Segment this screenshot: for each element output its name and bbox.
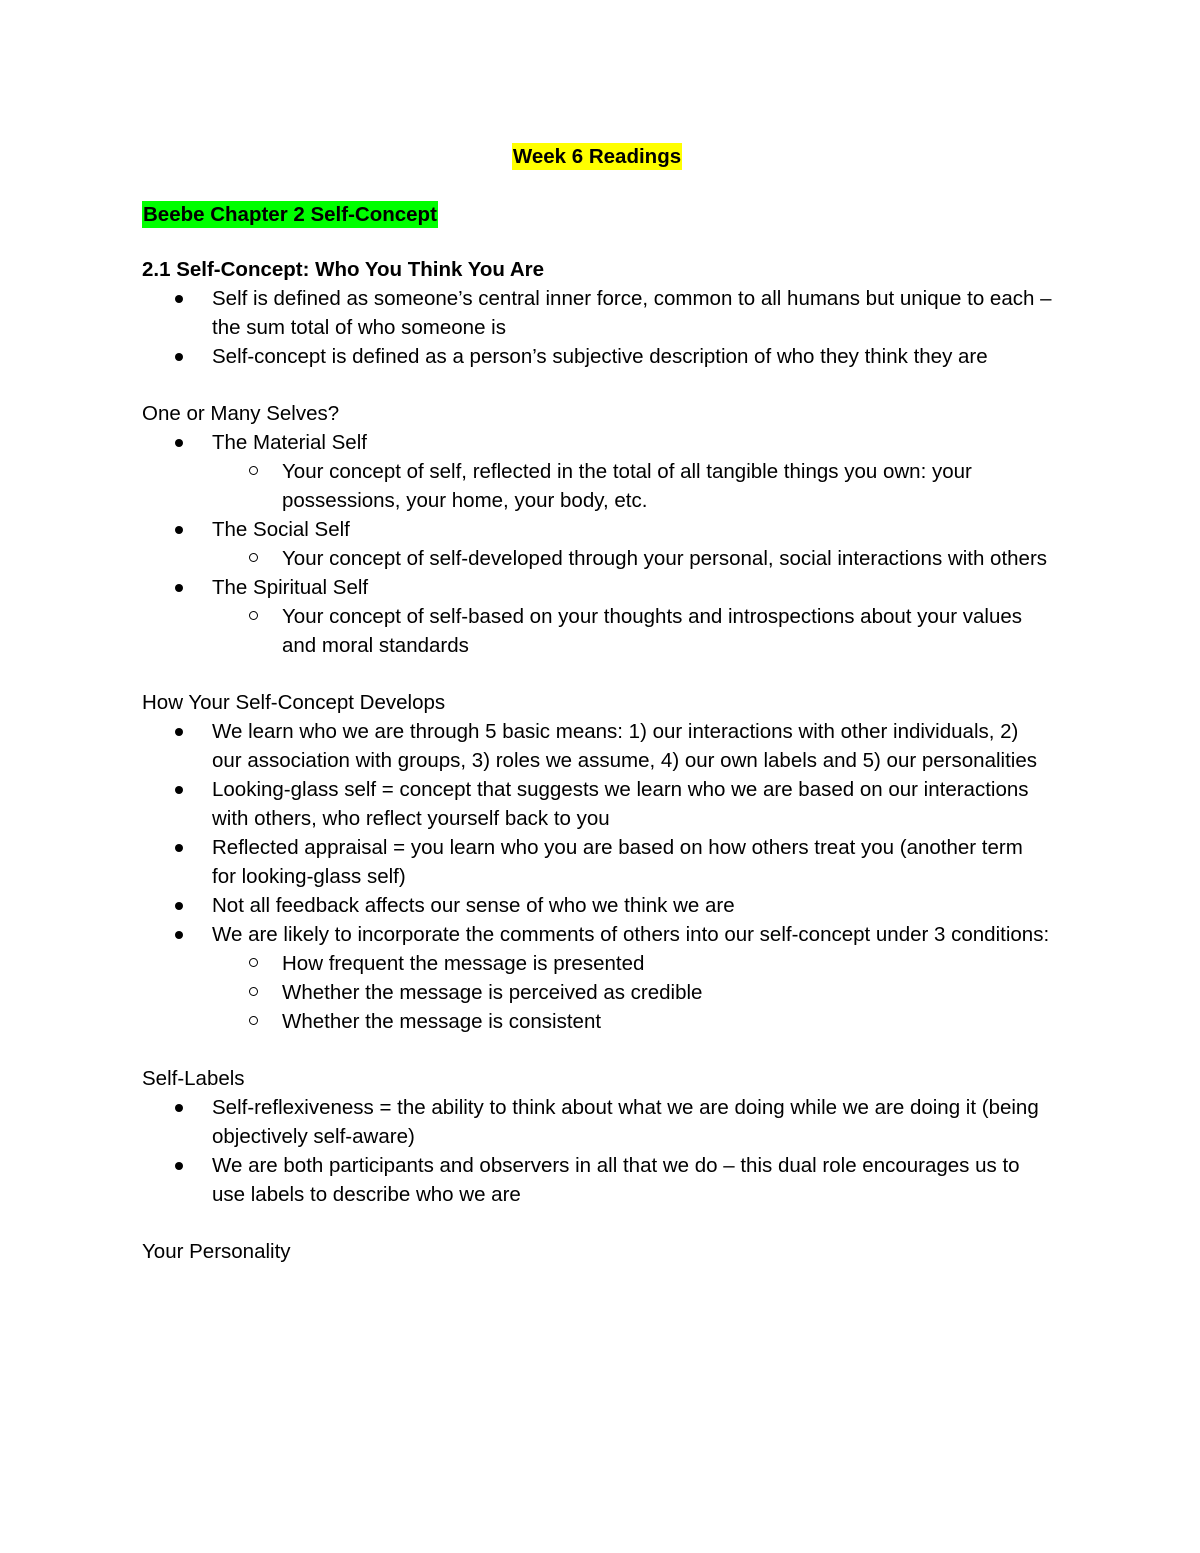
list-item [142, 1093, 1052, 1151]
bullet-icon [175, 295, 183, 303]
sub-list-item [142, 544, 1052, 573]
document-page [142, 140, 1052, 1266]
list-item [142, 833, 1052, 891]
title-row [142, 140, 1052, 174]
bullet-icon [175, 786, 183, 794]
list-item [142, 920, 1052, 1036]
list-item-text: Not all feedback affects our sense of who we think we are [212, 894, 735, 917]
section-heading-develops: How Your Self-Concept Develops [142, 691, 446, 714]
bullet-icon [175, 439, 183, 447]
list-item [142, 515, 1052, 573]
sub-list [212, 544, 1052, 573]
hollow-bullet-icon [249, 958, 258, 967]
list-item [142, 717, 1052, 775]
bullet-icon [175, 526, 183, 534]
hollow-bullet-icon [249, 1016, 258, 1025]
sub-list-item-text: How frequent the message is presented [282, 952, 645, 975]
sub-list-item-text: Whether the message is perceived as credible [282, 981, 703, 1004]
bullet-icon [175, 584, 183, 592]
bullet-icon [175, 931, 183, 939]
sub-list-item-text: Your concept of self-developed through your personal, social interactions with others [282, 547, 1048, 570]
sub-list-item-text: Your concept of self, reflected in the total of all tangible things you own: your possessions, your home, your body, etc. [282, 460, 972, 512]
list-item [142, 573, 1052, 660]
list-item-text: Self is defined as someone’s central inner force, common to all humans but unique to each – the sum total of who someone is [212, 287, 1052, 339]
sub-list-item-text: Your concept of self-based on your thoughts and introspections about your values and moral standards [282, 605, 1023, 657]
list-item-text: The Spiritual Self [212, 576, 369, 599]
list-item-text: The Social Self [212, 518, 350, 541]
list-item-text: We are both participants and observers in all that we do – this dual role encourages us to use labels to describe who we are [212, 1154, 1020, 1206]
list-item-text: Looking-glass self = concept that suggests we learn who we are based on our interactions with others, who reflect yourself back to you [212, 778, 1029, 830]
list-item [142, 1151, 1052, 1209]
sub-list-item [142, 949, 1052, 978]
bullet-list [142, 1093, 1052, 1209]
bullet-list [142, 284, 1052, 371]
chapter-heading: Beebe Chapter 2 Self-Concept [143, 203, 437, 226]
bullet-list [142, 717, 1052, 1036]
bullet-icon [175, 844, 183, 852]
section-heading-personality: Your Personality [142, 1240, 291, 1263]
bullet-icon [175, 353, 183, 361]
sub-list [212, 949, 1052, 1036]
bullet-icon [175, 1104, 183, 1112]
list-item-text: Reflected appraisal = you learn who you are based on how others treat you (another term for looking-glass self) [212, 836, 1023, 888]
list-item [142, 284, 1052, 342]
sub-list-item [142, 457, 1052, 515]
list-item-text: We learn who we are through 5 basic means: 1) our interactions with other individuals, 2) our association with groups, 3) roles we assume, 4) our own labels and 5) our personalities [212, 720, 1037, 772]
section-heading-many-selves: One or Many Selves? [142, 402, 340, 425]
chapter-row [142, 198, 1052, 232]
list-item [142, 342, 1052, 371]
bullet-icon [175, 902, 183, 910]
list-item [142, 891, 1052, 920]
sub-list-item-text: Whether the message is consistent [282, 1010, 602, 1033]
list-item [142, 428, 1052, 515]
hollow-bullet-icon [249, 553, 258, 562]
list-item [142, 775, 1052, 833]
sub-list [212, 457, 1052, 515]
page-title: Week 6 Readings [512, 145, 682, 168]
hollow-bullet-icon [249, 466, 258, 475]
list-item-text: The Material Self [212, 431, 367, 454]
sub-list-item [142, 602, 1052, 660]
sub-list-item [142, 978, 1052, 1007]
section-heading-self-concept: 2.1 Self-Concept: Who You Think You Are [142, 258, 545, 281]
section-heading-self-labels: Self-Labels [142, 1067, 245, 1090]
sub-list [212, 602, 1052, 660]
bullet-list [142, 428, 1052, 660]
list-item-text: Self-concept is defined as a person’s subjective description of who they think they are [212, 345, 988, 368]
bullet-icon [175, 1162, 183, 1170]
list-item-text: Self-reflexiveness = the ability to think about what we are doing while we are doing it (being objectively self-aware) [212, 1096, 1039, 1148]
list-item-text: We are likely to incorporate the comments of others into our self-concept under 3 conditions: [212, 923, 1050, 946]
bullet-icon [175, 728, 183, 736]
hollow-bullet-icon [249, 987, 258, 996]
hollow-bullet-icon [249, 611, 258, 620]
sub-list-item [142, 1007, 1052, 1036]
